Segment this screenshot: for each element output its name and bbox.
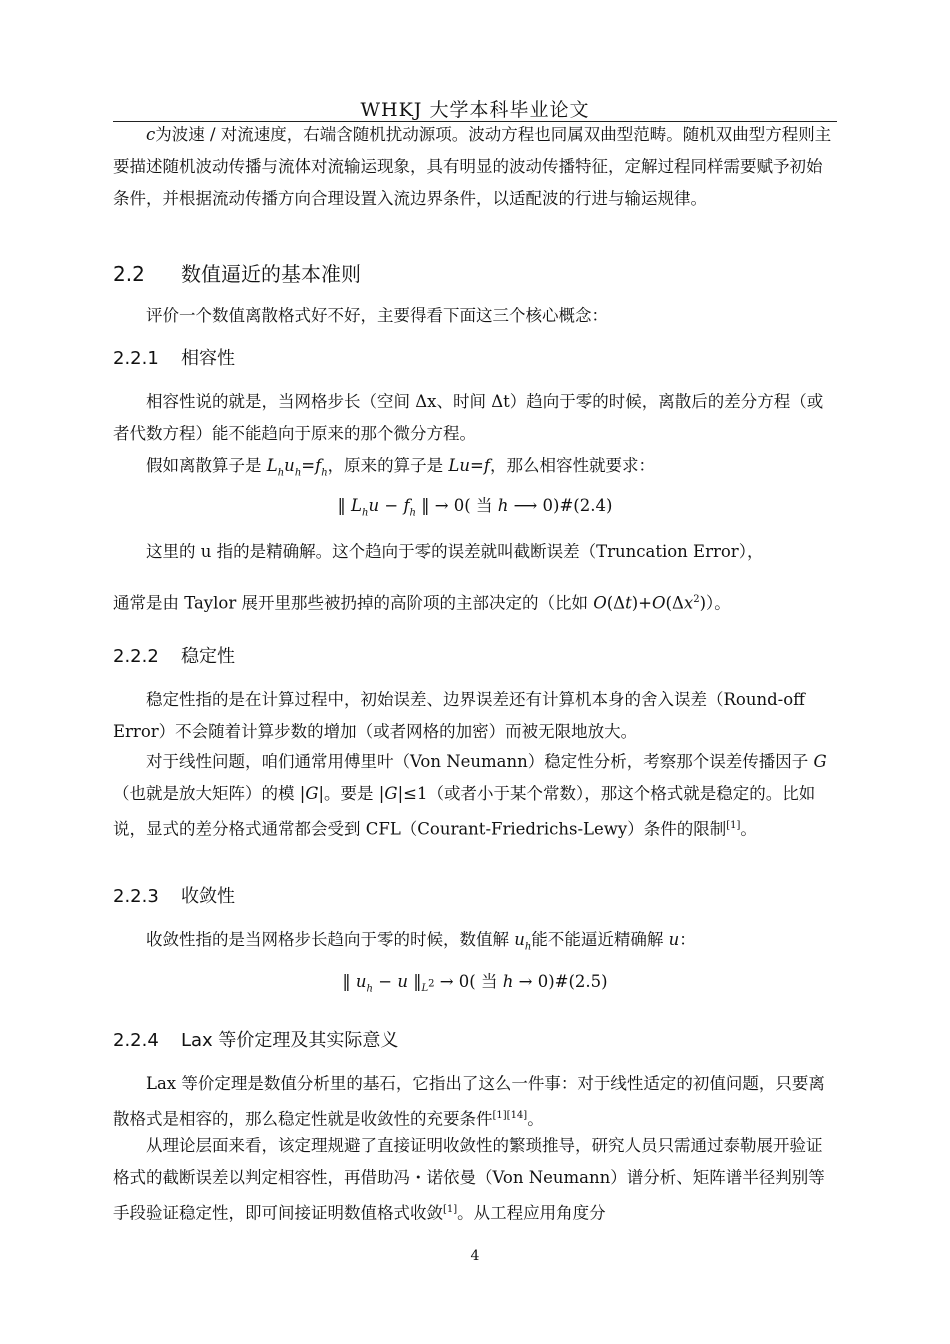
truncation-paragraph-line2: 通常是由 Taylor 展开里那些被扔掉的高阶项的主部决定的（比如 $O(\Delta t)+O(\Delta x^2)$）。 — [113, 593, 731, 613]
citation: [1] — [443, 1204, 458, 1215]
section-2-2-2-heading — [113, 642, 837, 668]
section-title: 相容性 — [181, 348, 235, 369]
text-part3: |。要是 | — [318, 784, 385, 803]
text-part1: Lax 等价定理是数值分析里的基石，它指出了这么一件事：对于线性适定的初值问题，只要离散格式是相容的，那么稳定性就是收敛性的充要条件 — [113, 1074, 825, 1129]
lax-paragraph-2 — [113, 1130, 837, 1230]
text-part5: 。 — [740, 819, 757, 839]
section-number: 2.2.3 — [113, 886, 159, 907]
exact-solution-var: u — [668, 930, 680, 949]
equation-2-4: ‖ $L_hu - f_h$ ‖ → 0( 当 h ⟶ 0)#(2.4) — [337, 496, 613, 519]
section-2-2-4-heading — [113, 1026, 837, 1052]
section-title: 稳定性 — [181, 646, 235, 667]
var-G-2: G — [305, 784, 319, 803]
intro-text: 为波速 / 对流速度，右端含随机扰动源项。波动方程也同属双曲型范畴。随机双曲型方程则主要描述随机波动传播与流体对流输运现象，具有明显的波动传播特征，定解过程同样需要赋予初始条件，并根据流动传播方向合理设置入流边界条件，以适配波的行进与输运规律。 — [113, 125, 832, 208]
text-part1: 收敛性指的是当网格步长趋向于零的时候，数值解 — [146, 930, 515, 949]
order-formula: O — [593, 593, 607, 613]
truncation-paragraph-line1: 这里的 u 指的是精确解。这个趋向于零的误差就叫截断误差（Truncation Error）， — [146, 542, 764, 561]
text-lead: 假如离散算子是 — [146, 456, 267, 475]
text-tail: ，那么相容性就要求： — [489, 456, 655, 475]
text-part1: 对于线性问题，咱们通常用傅里叶（Von Neumann）稳定性分析，考察那个误差传播因子 — [146, 752, 814, 771]
eq-label: #(2.4) — [559, 496, 613, 515]
eq-label: #(2.5) — [554, 972, 608, 991]
text-part1: 从理论层面来看，该定理规避了直接证明收敛性的繁琐推导，研究人员只需通过泰勒展开验证格式的截断误差以判定相容性，再借助冯・诺依曼（Von Neumann）谱分析、矩阵谱半径判别等手段验证稳定性，即可间接证明数值格式收敛 — [113, 1136, 825, 1223]
section-number: 2.2.2 — [113, 646, 159, 667]
section-number: 2.2 — [113, 262, 145, 286]
stability-paragraph-2 — [113, 746, 837, 846]
text-tail: ）。 — [706, 593, 731, 613]
text-part2: 。 — [527, 1109, 544, 1129]
text-mid: ，原来的算子是 — [327, 456, 449, 475]
eq-condition: 当 — [476, 496, 493, 515]
consistency-paragraph-1: 相容性说的就是，当网格步长（空间 Δx、时间 Δt）趋向于零的时候，离散后的差分方程（或者代数方程）能不能趋向于原来的那个微分方程。 — [113, 392, 824, 443]
var-G: G — [813, 752, 827, 771]
var-G-3: G — [384, 784, 398, 803]
equation-2-5: ‖ $u_h - u$ $‖_{L^2} \to 0$( 当 h → 0)#(2.5) — [342, 972, 608, 995]
text-part3: ： — [679, 930, 696, 949]
text-part2: （也就是放大矩阵）的模 | — [113, 784, 306, 803]
consistency-paragraph-2 — [113, 450, 837, 489]
section-2-2-1-heading — [113, 344, 837, 370]
section-2-2-paragraph: 评价一个数值离散格式好不好，主要得看下面这三个核心概念： — [146, 306, 608, 325]
section-number: 2.2.4 — [113, 1030, 159, 1051]
discrete-operator-formula: $L_hu_h=f_h$ — [266, 456, 328, 479]
section-title: Lax 等价定理及其实际意义 — [181, 1030, 399, 1051]
page-header — [113, 95, 837, 122]
text-lead: 通常是由 Taylor 展开里那些被扔掉的高阶项的主部决定的（比如 — [113, 593, 594, 613]
citation: [1] — [726, 820, 741, 831]
section-title: 收敛性 — [181, 886, 235, 907]
section-number: 2.2.1 — [113, 348, 159, 369]
section-2-2-heading — [113, 258, 837, 287]
citation: [1][14] — [492, 1110, 528, 1121]
text-part4: |≤1（或者小于某个常数），那这个格式就是稳定的。比如说，显式的差分格式通常都会受到 CFL（Courant-Friedrichs-Lewy）条件的限制 — [113, 784, 816, 839]
text-part2: 。从工程应用角度分 — [457, 1203, 606, 1223]
header-title: WHKJ 大学本科毕业论文 — [360, 99, 590, 121]
lax-paragraph-1 — [113, 1068, 837, 1136]
eq-condition: 当 — [480, 972, 498, 991]
page-number: 4 — [470, 1248, 480, 1264]
numeric-solution-var: $u_h$ — [514, 930, 532, 953]
section-title: 数值逼近的基本准则 — [181, 262, 361, 286]
text-part2: 能不能逼近精确解 — [531, 930, 669, 949]
var-c: c — [146, 125, 156, 144]
convergence-paragraph — [113, 924, 837, 963]
intro-paragraph — [113, 119, 837, 215]
stability-paragraph-1: 稳定性指的是在计算过程中，初始误差、边界误差还有计算机本身的舍入误差（Round-off Error）不会随着计算步数的增加（或者网格的加密）而被无限地放大。 — [113, 690, 805, 741]
operator-formula: Lu=f — [448, 456, 490, 475]
section-2-2-3-heading — [113, 882, 837, 908]
